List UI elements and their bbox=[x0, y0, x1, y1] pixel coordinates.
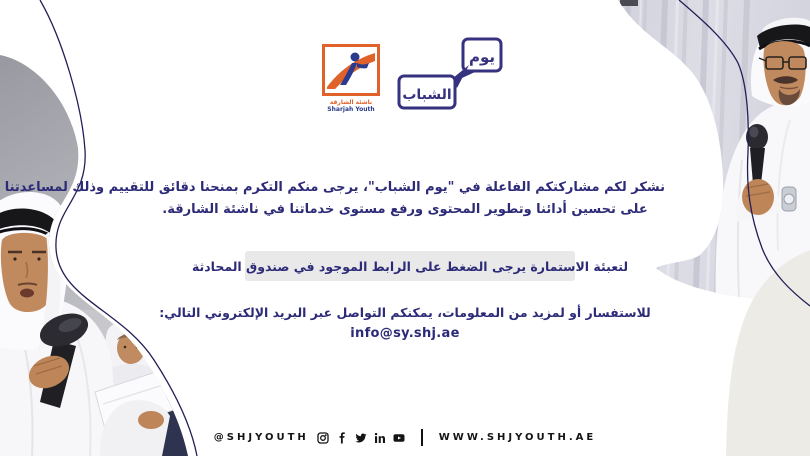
contact-line: للاستفسار أو لمزيد من المعلومات، يمكنكم التواصل عبر البريد الإلكتروني التالي: bbox=[159, 305, 651, 320]
sharjah-youth-caption-arabic: ناشئة الشارقة bbox=[329, 99, 373, 106]
youth-day-logo-top-word: يوم bbox=[468, 48, 496, 66]
form-instruction-box bbox=[191, 251, 629, 281]
sharjah-youth-caption-english: Sharjah Youth bbox=[327, 106, 375, 113]
linkedin-icon[interactable] bbox=[374, 432, 386, 444]
footer-divider bbox=[421, 429, 423, 446]
logo-row bbox=[145, 34, 665, 118]
thanks-paragraph bbox=[4, 177, 665, 221]
social-handle[interactable]: @SHJYOUTH bbox=[213, 432, 309, 443]
contact-email[interactable]: info@sy.shj.ae bbox=[350, 326, 460, 341]
social-icons bbox=[317, 432, 405, 444]
youth-day-logo bbox=[397, 34, 507, 114]
sharjah-youth-logo bbox=[318, 44, 384, 113]
youth-day-logo-bottom-word: الشباب bbox=[402, 87, 452, 103]
facebook-icon[interactable] bbox=[336, 432, 348, 444]
thanks-line-1: نشكر لكم مشاركتكم الفاعلة في "يوم الشباب"، يرجى منكم التكرم بمنحنا دقائق للتقييم وذلك لمساعدتنا bbox=[4, 180, 665, 195]
twitter-icon[interactable] bbox=[355, 432, 367, 444]
sharjah-youth-logo-icon bbox=[322, 44, 380, 96]
footer-bar bbox=[0, 429, 810, 446]
thanks-line-2: على تحسين أدائنا وتطوير المحتوى ورفع مستوى خدماتنا في ناشئة الشارقة. bbox=[162, 202, 648, 217]
form-instruction-text: لتعبئة الاستمارة يرجى الضغط على الرابط الموجود في صندوق المحادثة bbox=[191, 258, 629, 274]
instagram-icon[interactable] bbox=[317, 432, 329, 444]
website-url[interactable]: WWW.SHJYOUTH.AE bbox=[438, 432, 597, 443]
youtube-icon[interactable] bbox=[393, 432, 405, 444]
